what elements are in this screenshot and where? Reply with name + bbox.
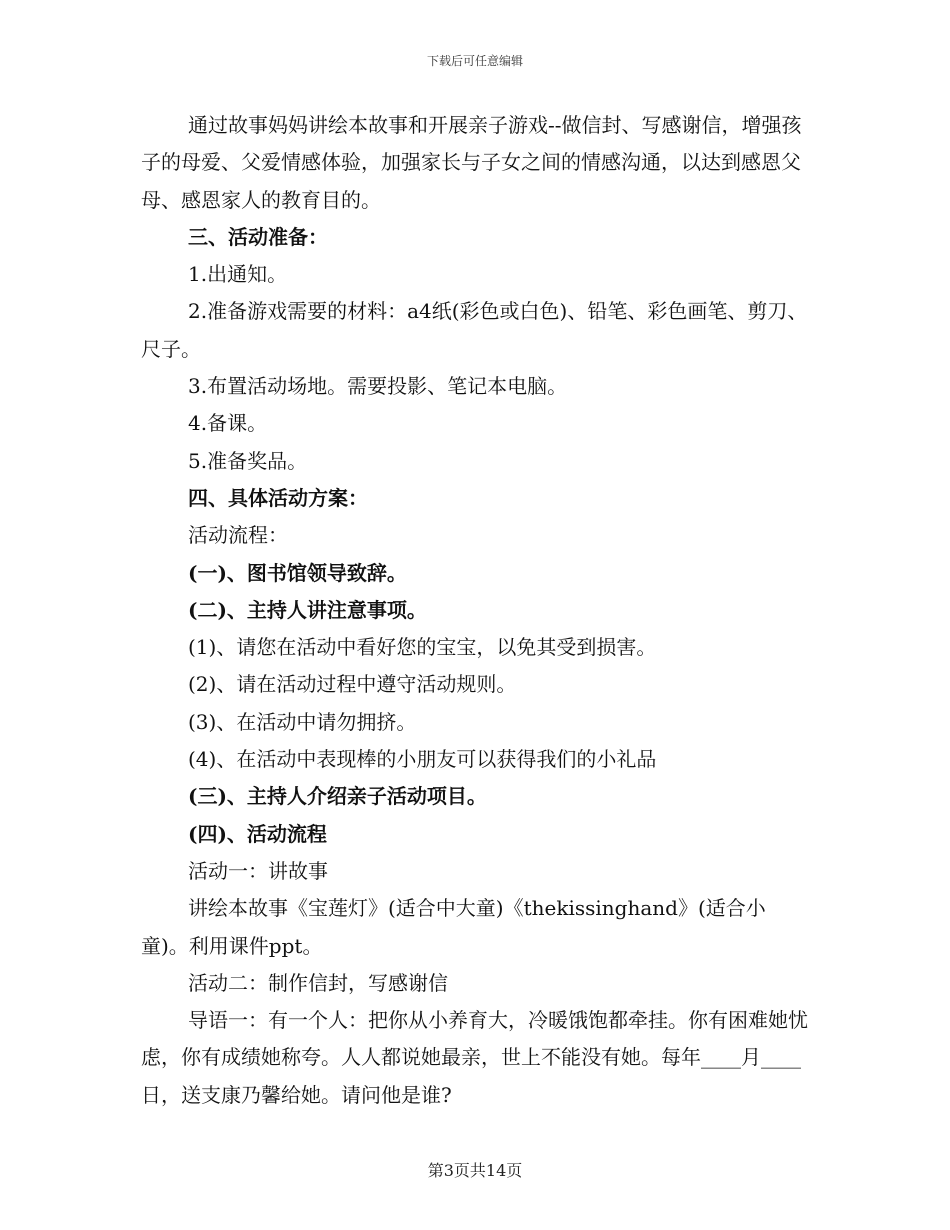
notice-item: (2)、请在活动过程中遵守活动规则。	[188, 672, 517, 697]
guide-paragraph: 导语一：有一个人：把你从小养育大，冷暖饿饱都牵挂。你有困难她忧虑，你有成绩她称夸。人人都说她最亲，世上不能没有她。每年____月____日，送支康乃馨给她。请问他是谁?	[141, 1008, 808, 1107]
list-item: 1.出通知。	[188, 262, 288, 287]
page-footer: 第3页共14页	[427, 1161, 523, 1180]
flow-step: (二)、主持人讲注意事项。	[188, 597, 427, 622]
list-item: 2.准备游戏需要的材料：a4纸(彩色或白色)、铅笔、彩色画笔、剪刀、尺子。	[141, 299, 808, 361]
flow-label: 活动流程：	[188, 523, 288, 548]
notice-item: (3)、在活动中请勿拥挤。	[188, 709, 417, 734]
list-item: 5.准备奖品。	[188, 448, 308, 473]
section-heading-plan: 四、具体活动方案：	[188, 485, 368, 510]
flow-step: (一)、图书馆领导致辞。	[188, 560, 407, 585]
activity-title: 活动一：讲故事	[188, 858, 328, 883]
activity-description: 讲绘本故事《宝莲灯》(适合中大童)《thekissinghand》(适合小童)。利用课件ppt。	[141, 896, 766, 958]
paragraph-intro: 通过故事妈妈讲绘本故事和开展亲子游戏--做信封、写感谢信，增强孩子的母爱、父爱情感体验，加强家长与子女之间的情感沟通，以达到感恩父母、感恩家人的教育目的。	[141, 113, 802, 212]
document-body	[141, 107, 811, 1114]
list-item: 3.布置活动场地。需要投影、笔记本电脑。	[188, 374, 568, 399]
list-item: 4.备课。	[188, 411, 268, 436]
notice-item: (4)、在活动中表现棒的小朋友可以获得我们的小礼品	[188, 747, 657, 772]
page-header: 下载后可任意编辑	[426, 54, 523, 68]
notice-item: (1)、请您在活动中看好您的宝宝，以免其受到损害。	[188, 635, 657, 660]
activity-title: 活动二：制作信封，写感谢信	[188, 970, 448, 995]
section-heading-preparation: 三、活动准备：	[188, 224, 328, 249]
flow-step: (三)、主持人介绍亲子活动项目。	[188, 784, 487, 809]
flow-step: (四)、活动流程	[188, 821, 327, 846]
